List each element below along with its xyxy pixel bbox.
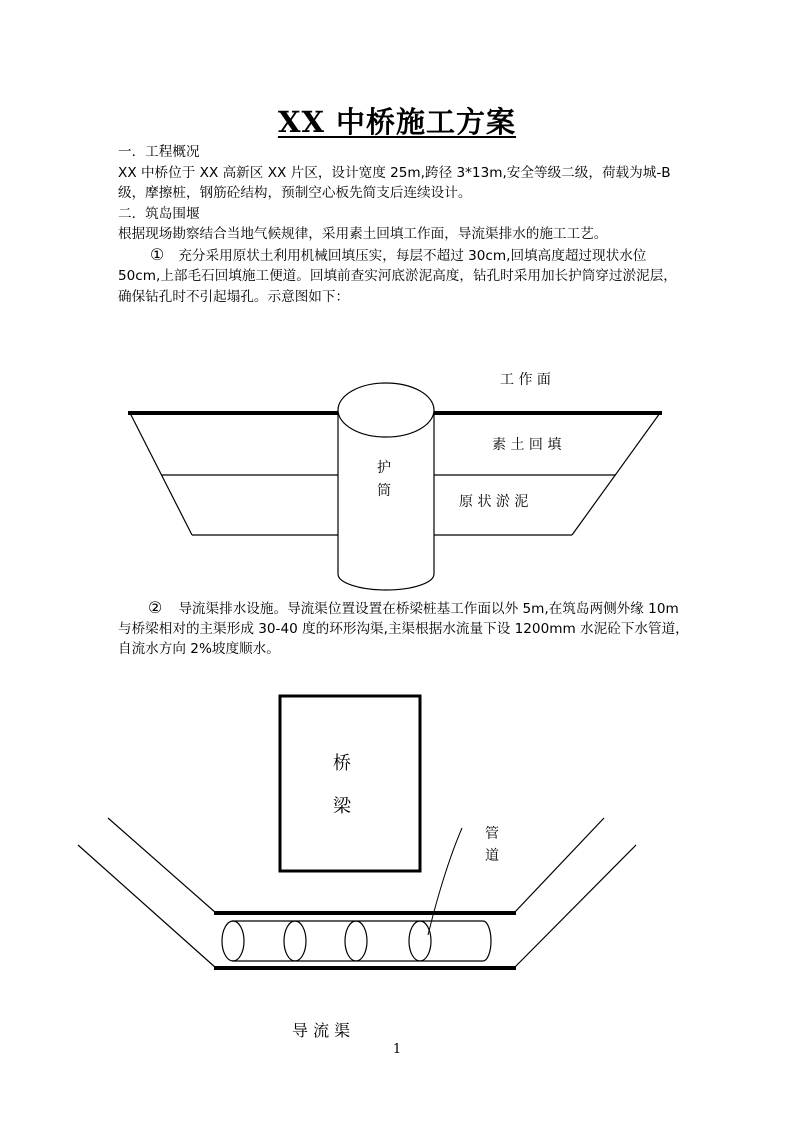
pipe-ring-3 [345,921,367,961]
section-1-heading: 一．工程概况 [118,144,200,160]
label-work-surface: 工 作 面 [500,372,551,388]
label-casing-2: 筒 [377,483,391,499]
item-1-marker: ① [149,245,165,264]
page-number: 1 [392,1042,402,1057]
bridge-box [280,696,420,871]
channel-left-outer-lower [78,845,216,968]
pipe-end-cap [483,921,491,961]
channel-right-outer-lower [514,845,636,968]
label-bridge-1: 桥 [333,753,351,774]
label-mud-layer: 原 状 淤 泥 [459,494,529,510]
item-1-line-2: 50cm,上部毛石回填施工便道。回填前查实河底淤泥高度，钻孔时采用加长护筒穿过淤泥层， [118,268,677,284]
casing-top-ellipse [338,383,434,437]
item-2-marker: ② [147,598,163,617]
section-2-heading: 二．筑岛围堰 [118,206,200,222]
label-pipe-1: 管 [485,826,499,842]
page-title: XX 中桥施工方案 [277,105,517,139]
item-2-line-3: 自流水方向 2%坡度顺水。 [118,641,280,657]
channel-right-outer-upper [514,818,604,913]
item-2-line-2: 与桥梁相对的主渠形成 30-40 度的环形沟渠,主渠根据水流量下设 1200mm 水泥砼下水管道， [118,621,689,637]
label-fill-layer: 素 土 回 填 [492,437,562,453]
label-channel: 导 流 渠 [292,1021,351,1040]
pipe-ring-2 [284,921,306,961]
channel-left-outer-upper [108,818,216,913]
label-bridge-2: 梁 [333,796,351,817]
pipe-ring-4 [409,921,431,961]
section-2-intro: 根据现场勘察结合当地气候规律，采用素土回填工作面，导流渠排水的施工工艺。 [118,226,608,242]
item-2-line-1 [146,597,706,620]
pipe-leader-line [428,828,462,935]
embankment-right-slope [572,413,660,535]
casing-bottom-arc [338,574,434,590]
label-pipe-2: 道 [485,848,499,864]
item-1-text-1: 充分采用原状土利用机械回填压实，每层不超过 30cm,回填高度超过现状水位 [178,248,647,264]
embankment-left-slope [130,413,192,535]
label-casing-1: 护 [377,460,391,476]
pipe-ring-1 [222,921,244,961]
section-1-line-1: XX 中桥位于 XX 高新区 XX 片区，设计宽度 25m,跨径 3*13m,安全等级二级，荷载为城-B [118,165,671,181]
section-1-line-2: 级，摩擦桩，钢筋砼结构，预制空心板先简支后连续设计。 [118,185,472,201]
item-1-line-3: 确保钻孔时不引起塌孔。示意图如下： [118,289,350,305]
item-2-text-1: 导流渠排水设施。导流渠位置设置在桥梁桩基工作面以外 5m,在筑岛两侧外缘 10m [178,601,679,617]
